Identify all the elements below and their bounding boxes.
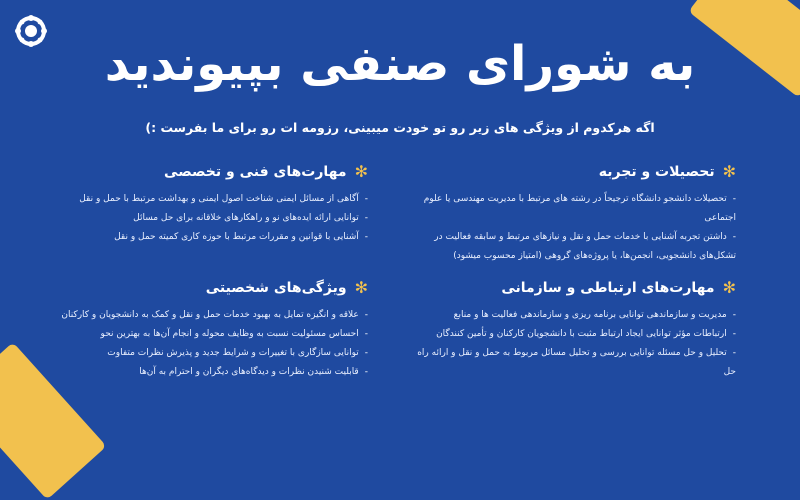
list-item: -تحصیلات دانشجو دانشگاه ترجیحاً در رشته های مرتبط با مدیریت مهندسی یا علوم اجتماعی bbox=[423, 194, 736, 223]
list-item: -آگاهی از مسائل ایمنی شناخت اصول ایمنی و بهداشت مرتبط با حمل و نقل bbox=[79, 194, 368, 204]
section-title: تحصیلات و تجربه bbox=[598, 164, 715, 180]
section-header bbox=[406, 164, 736, 180]
star-icon: ✻ bbox=[354, 278, 368, 297]
list-item: -احساس مسئولیت نسبت به وظایف محوله و انجام آن‌ها به بهترین نحو bbox=[100, 329, 368, 339]
list-item: -علاقه و انگیزه تمایل به بهبود خدمات حمل و نقل و کمک به دانشجویان و کارکنان bbox=[61, 310, 368, 320]
section-title: مهارت‌های فنی و تخصصی bbox=[164, 164, 347, 180]
section-personal bbox=[48, 280, 368, 382]
page-subtitle: اگه هرکدوم از ویژگی های زیر رو تو خودت میبینی، رزومه ات رو برای ما بفرست :) bbox=[145, 120, 655, 135]
section-header bbox=[48, 164, 368, 180]
section-title: مهارت‌های ارتباطی و سازمانی bbox=[501, 280, 715, 296]
section-list bbox=[48, 190, 368, 247]
section-list bbox=[48, 306, 368, 382]
page-title: به شورای صنفی بپیوندید bbox=[104, 36, 696, 92]
section-communication bbox=[406, 280, 736, 382]
section-education bbox=[406, 164, 736, 266]
star-icon: ✻ bbox=[722, 278, 736, 297]
section-title: ویژگی‌های شخصیتی bbox=[205, 280, 347, 296]
star-icon: ✻ bbox=[722, 162, 736, 181]
list-item: -قابلیت شنیدن نظرات و دیدگاه‌های دیگران و احترام به آن‌ها bbox=[139, 367, 368, 377]
section-list bbox=[406, 190, 736, 266]
section-list bbox=[406, 306, 736, 382]
section-header bbox=[406, 280, 736, 296]
list-item: -ارتباطات مؤثر توانایی ایجاد ارتباط مثبت با دانشجویان کارکنان و تأمین کنندگان bbox=[436, 329, 736, 339]
list-item: -داشتن تجربه آشنایی با خدمات حمل و نقل و نیازهای مرتبط و سابقه فعالیت در تشکل‌های دانشجویی، انجمن‌ها، یا پروژه‌های گروهی (امتیاز محسوب میشود) bbox=[434, 232, 736, 261]
section-header bbox=[48, 280, 368, 296]
list-item: -توانایی سازگاری با تغییرات و شرایط جدید و پذیرش نظرات متفاوت bbox=[107, 348, 368, 358]
section-technical bbox=[48, 164, 368, 247]
list-item: -آشنایی با قوانین و مقررات مرتبط با حوزه کاری کمیته حمل و نقل bbox=[114, 232, 368, 242]
list-item: -مدیریت و سازماندهی توانایی برنامه ریزی و سازماندهی فعالیت ها و منابع bbox=[453, 310, 736, 320]
list-item: -توانایی ارائه ایده‌های نو و راهکارهای خلاقانه برای حل مسائل bbox=[133, 213, 368, 223]
list-item: -تحلیل و حل مسئله توانایی بررسی و تحلیل مسائل مربوط به حمل و نقل و ارائه راه حل bbox=[417, 348, 736, 377]
star-icon: ✻ bbox=[354, 162, 368, 181]
